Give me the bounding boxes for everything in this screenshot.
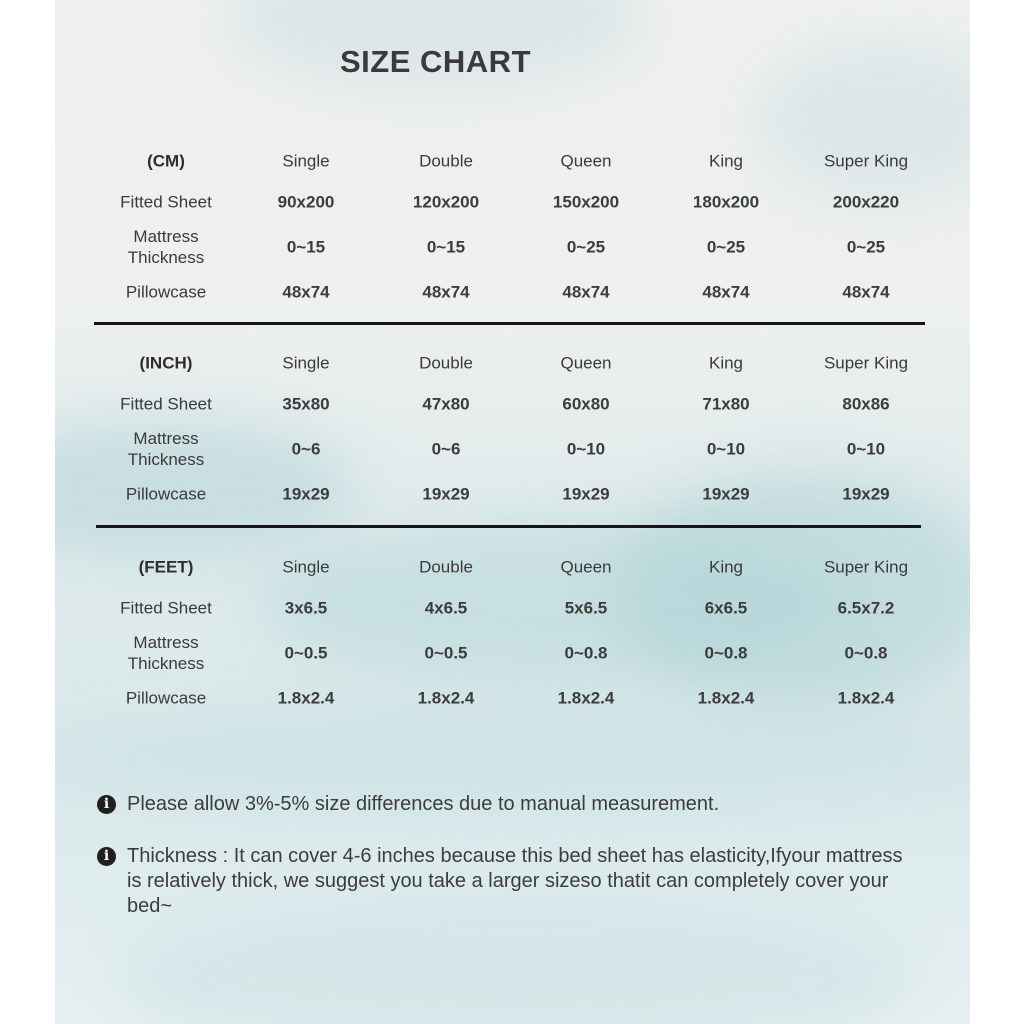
table-cell: 71x80	[702, 394, 750, 414]
table-cell: 90x200	[277, 192, 335, 212]
table-cell: 1.8x2.4	[417, 688, 475, 708]
watercolor-wash	[755, 40, 970, 200]
column-header: Queen	[560, 353, 612, 373]
column-header: Super King	[823, 151, 909, 171]
table-cell: 19x29	[702, 484, 750, 504]
table-cell: 120x200	[412, 192, 480, 212]
table-cell: 1.8x2.4	[697, 688, 755, 708]
row-label-mattress-thickness: Mattress Thickness	[127, 227, 205, 267]
column-header: Queen	[560, 151, 612, 171]
table-cell: 1.8x2.4	[557, 688, 615, 708]
table-cell: 5x6.5	[564, 598, 608, 618]
section-divider	[94, 322, 925, 325]
row-label-pillowcase: Pillowcase	[125, 484, 207, 504]
column-header: Queen	[560, 557, 612, 577]
column-header: Super King	[823, 557, 909, 577]
column-header: Double	[419, 353, 473, 373]
column-header: Single	[282, 151, 330, 171]
table-cell: 1.8x2.4	[837, 688, 895, 708]
table-cell: 0~25	[706, 237, 746, 257]
table-cell: 150x200	[552, 192, 620, 212]
table-cell: 48x74	[282, 282, 330, 302]
table-cell: 48x74	[702, 282, 750, 302]
table-cell: 48x74	[562, 282, 610, 302]
table-cell: 80x86	[842, 394, 890, 414]
table-cell: 0~0.8	[564, 643, 608, 663]
table-cell: 6.5x7.2	[837, 598, 895, 618]
table-cell: 19x29	[422, 484, 470, 504]
column-header: King	[708, 353, 744, 373]
table-cell: 48x74	[422, 282, 470, 302]
column-header: Single	[282, 557, 330, 577]
table-cell: 19x29	[282, 484, 330, 504]
table-cell: 0~6	[291, 439, 321, 459]
table-cell: 0~0.5	[424, 643, 468, 663]
column-header: Double	[419, 151, 473, 171]
column-header: Double	[419, 557, 473, 577]
column-header: Super King	[823, 353, 909, 373]
table-cell: 4x6.5	[424, 598, 468, 618]
table-cell: 0~15	[286, 237, 326, 257]
row-label-pillowcase: Pillowcase	[125, 282, 207, 302]
table-cell: 180x200	[692, 192, 760, 212]
table-cell: 0~10	[846, 439, 886, 459]
table-cell: 19x29	[842, 484, 890, 504]
table-cell: 200x220	[832, 192, 900, 212]
row-label-fitted-sheet: Fitted Sheet	[120, 394, 212, 414]
row-label-mattress-thickness: Mattress Thickness	[127, 429, 205, 469]
column-header: King	[708, 557, 744, 577]
table-cell: 6x6.5	[704, 598, 748, 618]
table-cell: 35x80	[282, 394, 330, 414]
table-cell: 0~10	[706, 439, 746, 459]
info-icon: i	[97, 847, 116, 866]
table-cell: 0~0.8	[704, 643, 748, 663]
column-header: Single	[282, 353, 330, 373]
row-label-mattress-thickness: Mattress Thickness	[127, 633, 205, 673]
table-cell: 19x29	[562, 484, 610, 504]
note-text: Thickness : It can cover 4-6 inches because this bed sheet has elasticity,Ifyour mattress is relatively thick, we suggest you take a larger sizeso thatit can completely cover your bed~	[127, 845, 903, 917]
table-cell: 3x6.5	[284, 598, 328, 618]
info-icon: i	[97, 795, 116, 814]
table-cell: 0~15	[426, 237, 466, 257]
row-label-fitted-sheet: Fitted Sheet	[120, 598, 212, 618]
note-text: Please allow 3%-5% size differences due to manual measurement.	[127, 793, 720, 815]
table-cell: 0~10	[566, 439, 606, 459]
table-cell: 0~0.5	[284, 643, 328, 663]
table-cell: 60x80	[562, 394, 610, 414]
unit-label: (INCH)	[139, 353, 193, 373]
size-chart-canvas	[55, 0, 970, 1024]
table-cell: 47x80	[422, 394, 470, 414]
row-label-fitted-sheet: Fitted Sheet	[120, 192, 212, 212]
section-divider	[96, 525, 921, 528]
unit-label: (FEET)	[138, 557, 194, 577]
table-cell: 1.8x2.4	[277, 688, 335, 708]
unit-label: (CM)	[147, 151, 185, 171]
table-cell: 0~0.8	[844, 643, 888, 663]
table-cell: 0~25	[846, 237, 886, 257]
page-title: SIZE CHART	[340, 44, 531, 79]
table-cell: 0~6	[431, 439, 461, 459]
table-cell: 48x74	[842, 282, 890, 302]
column-header: King	[708, 151, 744, 171]
table-cell: 0~25	[566, 237, 606, 257]
row-label-pillowcase: Pillowcase	[125, 688, 207, 708]
